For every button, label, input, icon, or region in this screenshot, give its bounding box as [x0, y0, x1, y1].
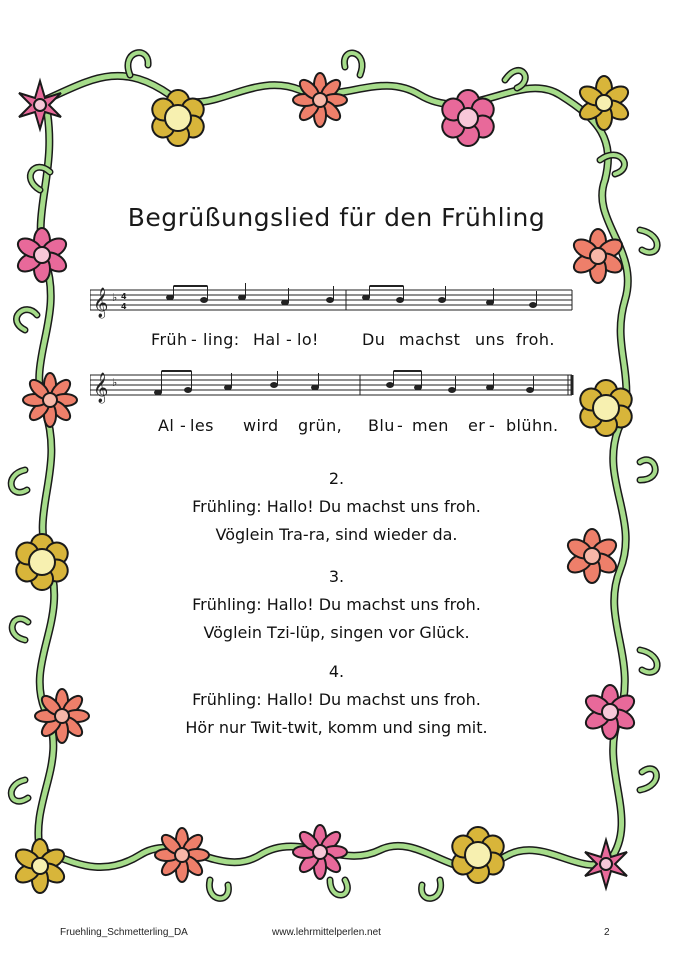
- verse-line: Vöglein Tra-ra, sind wieder da.: [215, 525, 458, 544]
- lyric-syllable: uns: [475, 330, 505, 349]
- lyric-syllable: Hal: [253, 330, 281, 349]
- svg-text:𝄞: 𝄞: [93, 373, 109, 403]
- verse-4: [0, 658, 673, 742]
- verse-line: Frühling: Hallo! Du machst uns froh.: [192, 497, 481, 516]
- svg-text:♭: ♭: [112, 291, 118, 304]
- lyric-syllable: les: [190, 416, 214, 435]
- verse-3: [0, 563, 673, 647]
- lyric-syllable: grün,: [298, 416, 343, 435]
- lyric-syllable: froh.: [516, 330, 555, 349]
- svg-text:4: 4: [121, 302, 127, 311]
- verse-line: Frühling: Hallo! Du machst uns froh.: [192, 595, 481, 614]
- svg-text:𝄞: 𝄞: [93, 288, 109, 318]
- lyric-syllable: lo!: [297, 330, 319, 349]
- verse-line: Frühling: Hallo! Du machst uns froh.: [192, 690, 481, 709]
- lyric-hyphen: -: [286, 330, 293, 349]
- svg-text:4: 4: [121, 292, 127, 301]
- verse-2: [0, 465, 673, 549]
- footer-website: www.lehrmittelperlen.net: [272, 927, 381, 938]
- verse-number: 4.: [328, 662, 345, 681]
- lyric-hyphen: -: [191, 330, 198, 349]
- lyric-syllable: er: [468, 416, 486, 435]
- lyric-syllable: Du: [362, 330, 386, 349]
- lyric-hyphen: -: [397, 416, 404, 435]
- svg-text:♭: ♭: [112, 376, 118, 389]
- lyric-hyphen: -: [180, 416, 187, 435]
- lyric-syllable: Früh: [151, 330, 188, 349]
- footer-page-number: 2: [604, 927, 610, 938]
- verse-line: Hör nur Twit-twit, komm und sing mit.: [185, 718, 488, 737]
- lyric-hyphen: -: [489, 416, 496, 435]
- lyric-syllable: ling:: [203, 330, 240, 349]
- verse-number: 3.: [328, 567, 345, 586]
- verse-line: Vöglein Tzi-lüp, singen vor Glück.: [203, 623, 470, 642]
- lyric-syllable: Blu: [368, 416, 395, 435]
- lyric-syllable: blühn.: [506, 416, 559, 435]
- song-title: Begrüßungslied für den Frühling: [127, 203, 546, 232]
- lyric-syllable: men: [412, 416, 449, 435]
- lyric-syllable: machst: [399, 330, 461, 349]
- lyric-syllable: Al: [158, 416, 175, 435]
- footer-filename: Fruehling_Schmetterling_DA: [60, 927, 188, 938]
- verse-number: 2.: [328, 469, 345, 488]
- lyric-syllable: wird: [243, 416, 279, 435]
